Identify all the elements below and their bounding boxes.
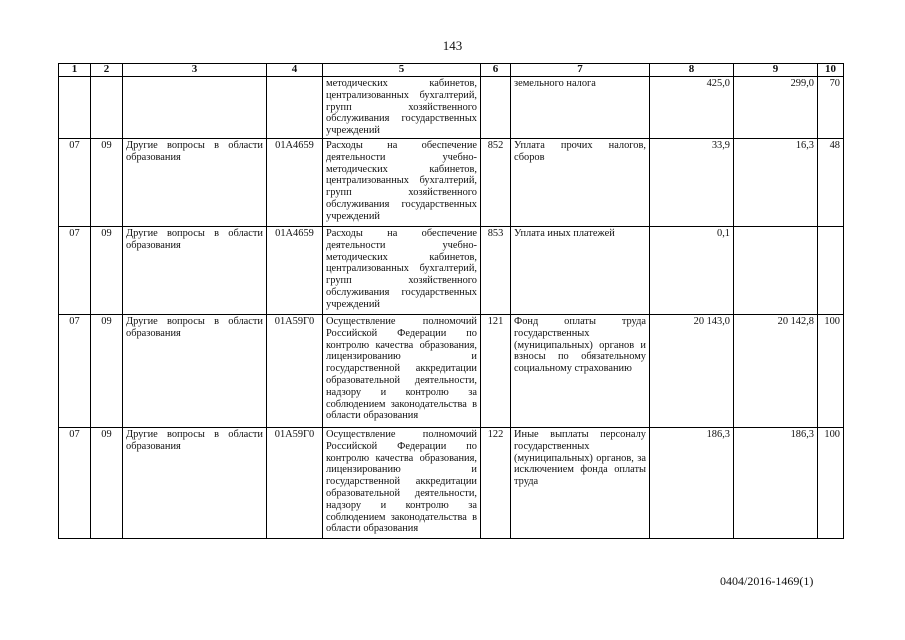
table-row — [59, 427, 844, 538]
cell-section: 07 — [59, 226, 91, 314]
cell-section — [59, 77, 91, 139]
cell-planned: 0,1 — [650, 226, 734, 314]
cell-subsection — [91, 77, 123, 139]
cell-subsection-name: Другие вопросы в области образования — [123, 138, 267, 226]
cell-planned: 20 143,0 — [650, 314, 734, 427]
cell-subsection: 09 — [91, 427, 123, 538]
col-header-10: 10 — [818, 64, 844, 77]
table-row — [59, 226, 844, 314]
page-number: 143 — [442, 38, 463, 53]
cell-subsection: 09 — [91, 138, 123, 226]
budget-table — [58, 63, 844, 539]
header-row — [59, 64, 844, 77]
table-row — [59, 77, 844, 139]
document-id: 0404/2016-1469(1) — [720, 574, 814, 588]
cell-expense-name: Уплата иных платежей — [511, 226, 650, 314]
cell-subsection-name: Другие вопросы в области образования — [123, 427, 267, 538]
cell-planned: 186,3 — [650, 427, 734, 538]
cell-percent: 48 — [818, 138, 844, 226]
cell-target-name: Расходы на обеспечение деятельности учебно-методических кабинетов, централизованных бухгалтерий, групп хозяйственного обслуживания государственных учреждений — [323, 138, 481, 226]
cell-expense-code: 852 — [481, 138, 511, 226]
cell-section: 07 — [59, 314, 91, 427]
col-header-6: 6 — [481, 64, 511, 77]
cell-target-name: Осуществление полномочий Российской Федерации по контролю качества образования, лицензированию и государственной аккредитации образовательной деятельности, надзору и контролю за соблюдением законодательства в области образования — [323, 314, 481, 427]
col-header-5: 5 — [323, 64, 481, 77]
cell-executed: 186,3 — [734, 427, 818, 538]
col-header-4: 4 — [267, 64, 323, 77]
cell-executed: 20 142,8 — [734, 314, 818, 427]
cell-percent: 100 — [818, 314, 844, 427]
cell-subsection-name — [123, 77, 267, 139]
cell-expense-code: 853 — [481, 226, 511, 314]
cell-expense-name: Уплата прочих налогов, сборов — [511, 138, 650, 226]
cell-subsection-name: Другие вопросы в области образования — [123, 226, 267, 314]
cell-expense-code: 122 — [481, 427, 511, 538]
col-header-9: 9 — [734, 64, 818, 77]
cell-planned: 33,9 — [650, 138, 734, 226]
col-header-8: 8 — [650, 64, 734, 77]
table-row — [59, 138, 844, 226]
cell-percent: 100 — [818, 427, 844, 538]
cell-target-code: 01А59Г0 — [267, 314, 323, 427]
cell-target-code: 01А59Г0 — [267, 427, 323, 538]
cell-executed: 299,0 — [734, 77, 818, 139]
cell-expense-code — [481, 77, 511, 139]
cell-target-name: Расходы на обеспечение деятельности учебно-методических кабинетов, централизованных бухгалтерий, групп хозяйственного обслуживания государственных учреждений — [323, 226, 481, 314]
cell-target-code: 01А4659 — [267, 226, 323, 314]
cell-section: 07 — [59, 138, 91, 226]
cell-expense-name: Иные выплаты персоналу государственных (муниципальных) органов, за исключением фонда оплаты труда — [511, 427, 650, 538]
col-header-7: 7 — [511, 64, 650, 77]
cell-section: 07 — [59, 427, 91, 538]
cell-percent — [818, 226, 844, 314]
cell-expense-code: 121 — [481, 314, 511, 427]
cell-subsection: 09 — [91, 226, 123, 314]
cell-expense-name: земельного налога — [511, 77, 650, 139]
table-row — [59, 314, 844, 427]
col-header-2: 2 — [91, 64, 123, 77]
cell-target-code: 01А4659 — [267, 138, 323, 226]
cell-target-name: методических кабинетов, централизованных бухгалтерий, групп хозяйственного обслуживания государственных учреждений — [323, 77, 481, 139]
cell-target-code — [267, 77, 323, 139]
col-header-1: 1 — [59, 64, 91, 77]
cell-executed — [734, 226, 818, 314]
cell-executed: 16,3 — [734, 138, 818, 226]
cell-expense-name: Фонд оплаты труда государственных (муниципальных) органов и взносы по обязательному социальному страхованию — [511, 314, 650, 427]
col-header-3: 3 — [123, 64, 267, 77]
cell-subsection-name: Другие вопросы в области образования — [123, 314, 267, 427]
cell-subsection: 09 — [91, 314, 123, 427]
cell-target-name: Осуществление полномочий Российской Федерации по контролю качества образования, лицензированию и государственной аккредитации образовательной деятельности, надзору и контролю за соблюдением законодательства в области образования — [323, 427, 481, 538]
cell-percent: 70 — [818, 77, 844, 139]
cell-planned: 425,0 — [650, 77, 734, 139]
